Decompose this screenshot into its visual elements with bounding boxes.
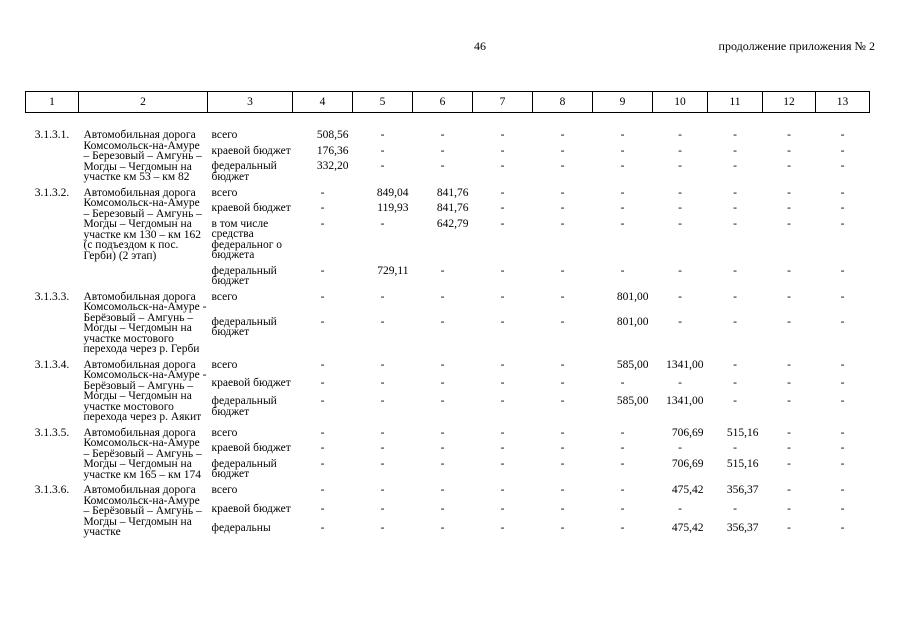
value-cell: - <box>840 186 845 199</box>
value-cell: - <box>440 484 445 496</box>
value-cell: - <box>733 202 737 214</box>
value-cell: - <box>840 160 845 173</box>
value-cell: - <box>320 186 325 199</box>
value-cell: - <box>380 160 385 173</box>
value-cell: - <box>440 522 445 535</box>
value-cell: - <box>733 315 737 328</box>
value-cell: - <box>840 358 845 371</box>
value-cell: - <box>733 264 737 277</box>
funding-source: федеральный бюджет <box>211 315 277 339</box>
value-cell: - <box>500 315 505 328</box>
value-cell: - <box>440 144 445 157</box>
value-cell: - <box>840 376 845 389</box>
value-cell: - <box>500 426 505 439</box>
value-cell: - <box>560 484 565 496</box>
value-cell: - <box>840 426 845 439</box>
value-cell: - <box>500 457 505 470</box>
value-cell: - <box>500 376 505 389</box>
value-cell: - <box>840 217 845 230</box>
value-cell: 515,16 <box>726 457 759 470</box>
column-header: 6 <box>413 92 473 113</box>
value-cell: - <box>320 290 325 303</box>
value-cell: - <box>620 503 625 516</box>
item-name: Автомобильная дорога Комсомольск-на-Амуре – Березовый – Амгунь – Могды – Чегдомын на участке км 53 – км 82 <box>83 129 202 183</box>
value-cell: - <box>560 129 565 141</box>
value-cell: - <box>560 290 565 303</box>
value-cell: - <box>733 442 737 455</box>
column-header: 3 <box>208 92 293 113</box>
value-cell: - <box>620 202 625 214</box>
value-cell: - <box>380 426 385 439</box>
value-cell: - <box>560 503 565 516</box>
funding-source: всего <box>211 186 238 199</box>
value-cell: - <box>733 358 737 371</box>
item-number: 3.1.3.6. <box>34 484 70 496</box>
value-cell: - <box>787 503 791 516</box>
value-cell: - <box>440 395 445 408</box>
value-cell: - <box>380 442 385 455</box>
table-row <box>26 183 870 199</box>
column-header: 5 <box>353 92 413 113</box>
value-cell: 475,42 <box>671 522 704 535</box>
funding-source: всего <box>211 484 238 496</box>
value-cell: - <box>320 426 325 439</box>
value-cell: - <box>787 315 791 328</box>
column-header: 1 <box>26 92 79 113</box>
value-cell: 475,42 <box>671 484 704 496</box>
value-cell: 585,00 <box>616 358 649 371</box>
value-cell: - <box>380 290 385 303</box>
value-cell: - <box>320 264 325 277</box>
table-row <box>26 480 870 499</box>
item-name: Автомобильная дорога Комсомольск-на-Амуре – Берёзовый – Амгунь – Могды – Чегдомын на участке км 165 – км 174 <box>83 426 202 481</box>
value-cell: - <box>560 264 565 277</box>
value-cell: - <box>620 217 625 230</box>
value-cell: 841,76 <box>436 186 469 199</box>
value-cell: 706,69 <box>671 426 704 439</box>
value-cell: - <box>380 315 385 328</box>
value-cell: - <box>500 503 505 516</box>
value-cell: - <box>840 522 845 535</box>
value-cell: - <box>733 395 737 408</box>
value-cell: - <box>620 484 625 496</box>
value-cell: - <box>840 315 845 328</box>
column-header: 4 <box>293 92 353 113</box>
funding-source: краевой бюджет <box>211 442 291 455</box>
value-cell: - <box>787 484 791 496</box>
funding-source: всего <box>211 290 238 303</box>
value-cell: - <box>840 395 845 408</box>
page-number: 46 <box>474 39 486 53</box>
value-cell: - <box>380 358 385 371</box>
funding-source: федеральный бюджет <box>211 457 277 481</box>
funding-source: всего <box>211 426 238 439</box>
value-cell: - <box>500 358 505 371</box>
value-cell: - <box>620 522 625 535</box>
value-cell: - <box>787 186 791 199</box>
value-cell: - <box>320 503 325 516</box>
value-cell: - <box>620 457 625 470</box>
value-cell: - <box>500 395 505 408</box>
value-cell: 1341,00 <box>666 395 704 408</box>
value-cell: - <box>733 160 737 173</box>
value-cell: - <box>840 129 845 141</box>
value-cell: 585,00 <box>616 395 649 408</box>
value-cell: - <box>840 202 845 214</box>
value-cell: - <box>787 522 791 535</box>
value-cell: 1341,00 <box>666 358 704 371</box>
value-cell: - <box>840 457 845 470</box>
value-cell: - <box>380 217 385 230</box>
column-header: 7 <box>473 92 533 113</box>
value-cell: - <box>380 129 385 141</box>
funding-source: федеральны <box>211 522 271 535</box>
value-cell: - <box>620 376 625 389</box>
value-cell: 119,93 <box>377 202 409 214</box>
value-cell: - <box>560 160 565 173</box>
value-cell: - <box>733 290 737 303</box>
table-row <box>26 287 870 312</box>
value-cell: 515,16 <box>726 426 759 439</box>
value-cell: - <box>380 484 385 496</box>
funding-source: в том числе средства федеральног о бюджета <box>211 217 283 261</box>
value-cell: 706,69 <box>671 457 704 470</box>
value-cell: - <box>320 376 325 389</box>
value-cell: - <box>320 442 325 455</box>
value-cell: - <box>320 358 325 371</box>
value-cell: - <box>733 186 737 199</box>
value-cell: - <box>380 376 385 389</box>
value-cell: 729,11 <box>377 264 409 277</box>
value-cell: 176,36 <box>316 144 349 157</box>
value-cell: - <box>733 144 737 157</box>
value-cell: - <box>500 290 505 303</box>
value-cell: - <box>560 186 565 199</box>
value-cell: - <box>560 426 565 439</box>
value-cell: - <box>620 442 625 455</box>
value-cell: - <box>620 129 625 141</box>
funding-source: краевой бюджет <box>211 503 291 516</box>
value-cell: - <box>840 503 845 516</box>
funding-source: краевой бюджет <box>211 376 291 389</box>
column-header: 13 <box>816 92 870 113</box>
item-name: Автомобильная дорога Комсомольск-на-Амуре - Берёзовый – Амгунь – Могды – Чегдомын на участке мостового перехода через р. Аякит <box>83 358 207 423</box>
value-cell: - <box>380 457 385 470</box>
value-cell: - <box>440 129 445 141</box>
value-cell: 332,20 <box>316 160 349 173</box>
value-cell: - <box>620 160 625 173</box>
value-cell: - <box>320 484 325 496</box>
value-cell: - <box>787 144 791 157</box>
value-cell: - <box>678 376 682 389</box>
value-cell: 849,04 <box>376 186 409 199</box>
value-cell: - <box>440 457 445 470</box>
value-cell: - <box>440 426 445 439</box>
value-cell: - <box>380 522 385 535</box>
value-cell: - <box>678 129 682 141</box>
value-cell: - <box>500 442 505 455</box>
value-cell: 508,56 <box>316 129 349 141</box>
funding-source: всего <box>211 129 238 141</box>
table-row <box>26 423 870 439</box>
column-header: 11 <box>708 92 763 113</box>
value-cell: - <box>787 395 791 408</box>
value-cell: - <box>320 522 325 535</box>
value-cell: - <box>787 264 791 277</box>
value-cell: - <box>733 503 737 516</box>
value-cell: - <box>678 315 682 328</box>
value-cell: - <box>620 186 625 199</box>
value-cell: - <box>560 395 565 408</box>
value-cell: - <box>320 202 325 214</box>
item-name: Автомобильная дорога Комсомольск-на-Амуре – Березовый – Амгунь – Могды – Чегдомын на участке км 130 – км 162 (с подъездом к пос. Герби) (2 этап) <box>83 186 202 262</box>
funding-source: всего <box>211 358 238 371</box>
value-cell: - <box>440 315 445 328</box>
value-cell: - <box>500 202 505 214</box>
value-cell: - <box>787 290 791 303</box>
value-cell: - <box>440 160 445 173</box>
value-cell: - <box>787 442 791 455</box>
value-cell: - <box>560 144 565 157</box>
column-header: 10 <box>653 92 708 113</box>
value-cell: - <box>678 290 682 303</box>
value-cell: - <box>320 217 325 230</box>
value-cell: - <box>560 376 565 389</box>
value-cell: 642,79 <box>436 217 469 230</box>
value-cell: - <box>787 457 791 470</box>
value-cell: - <box>440 264 445 277</box>
value-cell: - <box>320 395 325 408</box>
value-cell: - <box>678 144 682 157</box>
value-cell: - <box>787 202 791 214</box>
funding-source: краевой бюджет <box>211 202 291 214</box>
value-cell: - <box>500 484 505 496</box>
value-cell: - <box>840 144 845 157</box>
value-cell: - <box>440 290 445 303</box>
column-header: 9 <box>593 92 653 113</box>
value-cell: 801,00 <box>616 315 649 328</box>
value-cell: - <box>620 426 625 439</box>
value-cell: - <box>560 522 565 535</box>
value-cell: - <box>500 522 505 535</box>
item-number: 3.1.3.5. <box>34 426 70 439</box>
funding-source: федеральный бюджет <box>211 264 277 287</box>
value-cell: - <box>560 202 565 214</box>
value-cell: - <box>787 217 791 230</box>
column-header: 2 <box>79 92 208 113</box>
value-cell: - <box>678 202 682 214</box>
value-cell: - <box>500 217 505 230</box>
funding-source: федеральный бюджет <box>211 395 277 418</box>
value-cell: - <box>678 160 682 173</box>
value-cell: - <box>320 315 325 328</box>
value-cell: 356,37 <box>726 484 759 496</box>
item-number: 3.1.3.4. <box>34 358 70 371</box>
value-cell: - <box>840 264 845 277</box>
value-cell: - <box>678 186 682 199</box>
value-cell: - <box>840 442 845 455</box>
value-cell: - <box>560 315 565 328</box>
value-cell: - <box>678 442 682 455</box>
value-cell: - <box>560 358 565 371</box>
value-cell: - <box>787 358 791 371</box>
funding-source: краевой бюджет <box>211 144 291 157</box>
value-cell: - <box>500 144 505 157</box>
value-cell: - <box>500 264 505 277</box>
value-cell: - <box>560 457 565 470</box>
value-cell: - <box>787 426 791 439</box>
value-cell: - <box>787 376 791 389</box>
value-cell: - <box>560 217 565 230</box>
item-name: Автомобильная дорога Комсомольск-на-Амуре - Берёзовый – Амгунь – Могды – Чегдомын на участке мостового перехода через р. Герби <box>83 290 207 355</box>
item-number: 3.1.3.3. <box>34 290 70 303</box>
value-cell: - <box>620 264 625 277</box>
table-body <box>26 113 870 538</box>
value-cell: - <box>840 290 845 303</box>
value-cell: - <box>500 186 505 199</box>
value-cell: - <box>440 442 445 455</box>
value-cell: 356,37 <box>726 522 759 535</box>
value-cell: - <box>380 144 385 157</box>
item-number: 3.1.3.2. <box>34 186 70 199</box>
value-cell: - <box>320 457 325 470</box>
value-cell: - <box>678 503 682 516</box>
funding-source: федеральный бюджет <box>211 160 277 183</box>
column-header-row <box>26 92 870 113</box>
value-cell: - <box>678 264 682 277</box>
item-number: 3.1.3.1. <box>34 129 70 141</box>
item-name: Автомобильная дорога Комсомольск-на-Амуре – Берёзовый – Амгунь – Могды – Чегдомын на участке <box>83 484 202 538</box>
value-cell: - <box>500 160 505 173</box>
value-cell: - <box>733 129 737 141</box>
value-cell: - <box>380 395 385 408</box>
value-cell: - <box>620 144 625 157</box>
value-cell: 801,00 <box>616 290 649 303</box>
column-header: 8 <box>533 92 593 113</box>
value-cell: - <box>733 376 737 389</box>
value-cell: - <box>787 129 791 141</box>
continuation-note: продолжение приложения № 2 <box>718 39 875 53</box>
value-cell: - <box>787 160 791 173</box>
value-cell: 841,76 <box>436 202 469 214</box>
value-cell: - <box>840 484 845 496</box>
value-cell: - <box>733 217 737 230</box>
budget-table <box>25 91 870 538</box>
value-cell: - <box>440 503 445 516</box>
value-cell: - <box>440 376 445 389</box>
table-row <box>26 355 870 373</box>
value-cell: - <box>500 129 505 141</box>
table-row <box>26 125 870 141</box>
value-cell: - <box>560 442 565 455</box>
column-header: 12 <box>763 92 816 113</box>
value-cell: - <box>678 217 682 230</box>
value-cell: - <box>380 503 385 516</box>
value-cell: - <box>440 358 445 371</box>
